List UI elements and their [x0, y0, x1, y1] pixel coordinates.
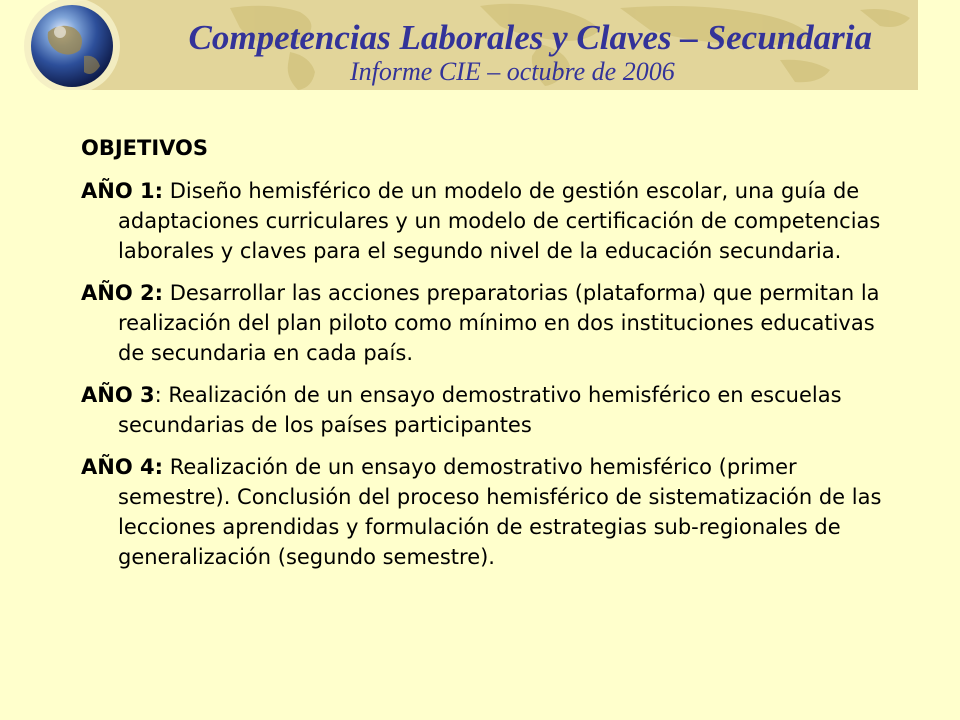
objective-label: AÑO 3 — [81, 383, 155, 407]
objective-text: Desarrollar las acciones preparatorias (plataforma) que permitan la realización del plan piloto como mínimo en dos instituciones educativas de secundaria en cada país. — [118, 281, 880, 365]
objective-label: AÑO 4: — [81, 455, 164, 479]
page-subtitle: Informe CIE – octubre de 2006 — [350, 57, 675, 86]
objective-year-1 — [81, 176, 901, 266]
objective-text: : Realización de un ensayo demostrativo hemisférico en escuelas secundarias de los países participantes — [118, 383, 842, 437]
objectives-heading: OBJETIVOS — [81, 136, 209, 160]
objective-year-3 — [81, 380, 901, 440]
objective-year-2 — [81, 278, 901, 368]
objective-year-4 — [81, 452, 901, 572]
objective-text: Realización de un ensayo demostrativo hemisférico (primer semestre). Conclusión del proceso hemisférico de sistematización de las lecciones aprendidas y formulación de estrategias sub-regionales de generalización (segundo semestre). — [118, 455, 882, 569]
globe-icon — [31, 5, 113, 87]
objective-text: Diseño hemisférico de un modelo de gestión escolar, una guía de adaptaciones curriculares y un modelo de certificación de competencias laborales y claves para el segundo nivel de la educación secundaria. — [118, 179, 881, 263]
page-title: Competencias Laborales y Claves – Secundaria — [188, 18, 872, 57]
header-banner — [0, 0, 918, 90]
objective-label: AÑO 1: — [81, 179, 164, 203]
objective-label: AÑO 2: — [81, 281, 164, 305]
objectives-section — [81, 133, 901, 584]
